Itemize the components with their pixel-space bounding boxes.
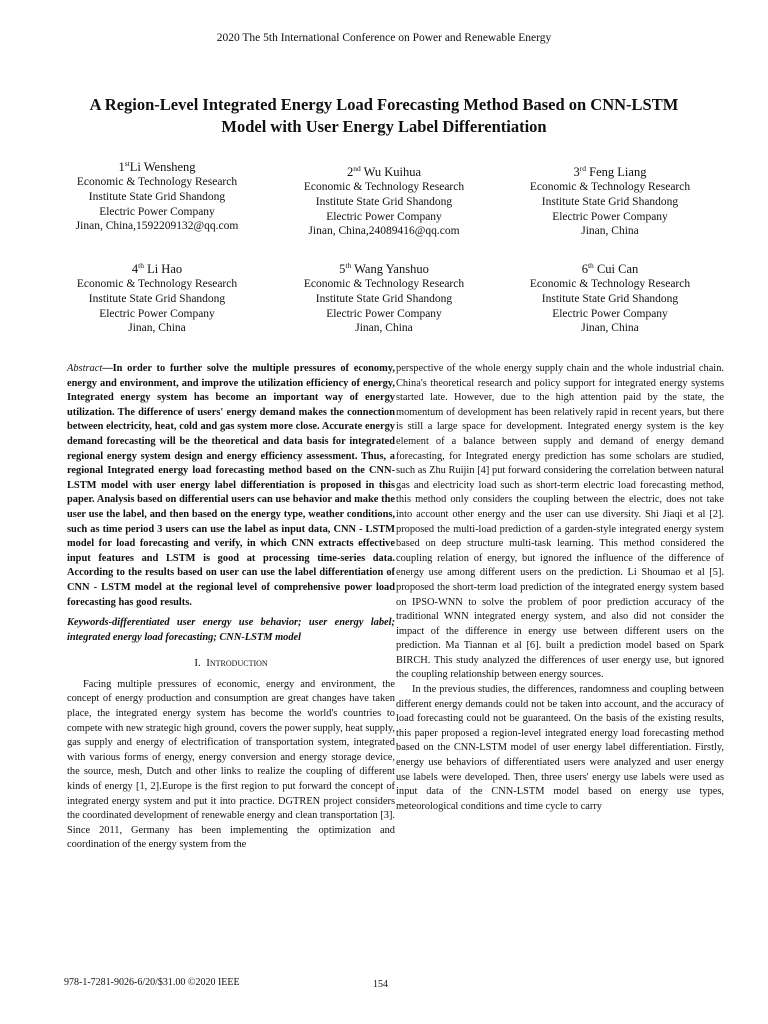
paper-title [50,94,718,138]
right-column [396,362,724,814]
author-3: 3rd Feng Liang Economic & Technology Research Institute State Grid Shandong Electric Power Company Jinan, China [529,164,691,238]
abstract-label: Abstract [67,363,103,374]
author-5: 5th Wang Yanshuo Economic & Technology Research Institute State Grid Shandong Electric Power Company Jinan, China [303,261,465,335]
section-heading-introduction: I. Introduction [194,657,268,670]
intro-paragraph-2: perspective of the whole energy supply chain and the whole industrial chain. China's theoretical research and policy support for integrated energy systems started late. However, due to the high attention paid by the state, the momentum of development has been relatively rapid in recent years, but there is still a large space for development. Integrated energy system is the key element of a balance between supply and demand of energy demand forecasting, for Integrated energy prediction has some scholars are studied, such as Zhu Ruijin [4] put forward considering the correlation between natural gas and electricity load such as short-term electric load forecasting method, this method only considers the coupling between the electric, does not take into account other energy and the user can use diversity. Shi Jiaqi et al [2]. proposed the multi-load prediction of a garden-style integrated energy system based on deep structure multi-task learning. This method considered the coupling relation of energy, but ignored the influence of the difference of energy use among different users on the prediction. Li Shoumao et al [5]. proposed the short-term load prediction of the integrated energy system based on IPSO-WNN to solve the problem of poor prediction accuracy of the traditional WNN integrated energy system, and also did not consider the impact of the difference in energy use between different users on the prediction. Ma Tiannan et al [6]. built a prediction model based on Spark BIRCH. This study analyzed the differences of user energy use, but ignored the coupling relationship between energy sources. [396,363,724,681]
intro-paragraph-3: In the previous studies, the differences, randomness and coupling between different energy demands could not be taken into account, and the accuracy of load forecasting could not be guaranteed. On the basis of the existing results, this paper proposed a region-level integrated energy load forecasting method based on the CNN-LSTM model of user energy label differentiation. Firstly, energy use behaviors of differentiated users were analyzed and user energy use labels were developed. Then, three users' energy use labels were used as input data of the CNN-LSTM model based on energy use types, meteorological conditions and time cycle to carry [396,684,724,812]
author-4: 4th Li Hao Economic & Technology Research Institute State Grid Shandong Electric Power Company Jinan, China [76,261,238,335]
title-line-1: A Region-Level Integrated Energy Load Forecasting Method Based on CNN-LSTM [89,95,679,114]
footer-isbn: 978-1-7281-9026-6/20/$31.00 ©2020 IEEE [64,977,240,988]
page-number: 154 [373,979,388,990]
keywords-text: differentiated user energy use behavior; user energy label; integrated energy load forecasting; CNN-LSTM model [67,617,395,643]
abstract-text: —In order to further solve the multiple pressures of economy, energy and environment, and improve the utilization efficiency of energy, Integrated energy system has become an important way of energy utilization. The difference of users' energy demand makes the connection between electricity, heat, cold and gas system more close. Accurate energy demand forecasting will be the theoretical and data basis for integrated regional energy system design and energy efficiency assessment. Thus, a regional Integrated energy load forecasting method based on the CNN-LSTM model with user energy label differentiation is proposed in this paper. Analysis based on differential users can use behavior and make the user use the label, and then based on the energy type, weather conditions, such as time period 3 users can use the label as input data, CNN - LSTM model for load forecasting and verify, in which CNN extracts effective input features and LSTM is good at processing time-series data. According to the results based on user can use the label differentiation of CNN - LSTM model at the regional level of comprehensive power load forecasting has good results. [67,363,395,608]
keywords-label: Keywords- [67,617,113,629]
abstract [67,362,395,610]
title-line-2: Model with User Energy Label Differentiation [221,117,547,136]
author-2: 2nd Wu Kuihua Economic & Technology Research Institute State Grid Shandong Electric Power Company Jinan, China,24089416@qq.com [303,164,465,238]
intro-paragraph-1: Facing multiple pressures of economic, energy and environment, the concept of energy production and consumption are great changes have taken place, the integrated energy system has become the world's countries to compete with new strategic high ground, covers the power supply, heat supply, gas supply and energy of electrification of transportation system, integrated with various forms of energy, energy conversion and energy storage device, the source, mesh, Dutch and other links to realize the coupling of different kinds of energy [1, 2].Europe is the first region to put forward the concept of integrated energy system and put it into practice. DGTREN project considers the coordinated development of renewable energy and clean transportation [3]. Since 2011, Germany has been implementing the optimization and coordination of the energy system from the [67,678,395,851]
left-column [67,362,395,853]
author-1: 1stLi Wensheng Economic & Technology Research Institute State Grid Shandong Electric Power Company Jinan, China,1592209132@qq.com [75,159,239,233]
author-6: 6th Cui Can Economic & Technology Research Institute State Grid Shandong Electric Power Company Jinan, China [529,261,691,335]
conference-header: 2020 The 5th International Conference on Power and Renewable Energy [216,32,552,44]
keywords [67,616,395,645]
